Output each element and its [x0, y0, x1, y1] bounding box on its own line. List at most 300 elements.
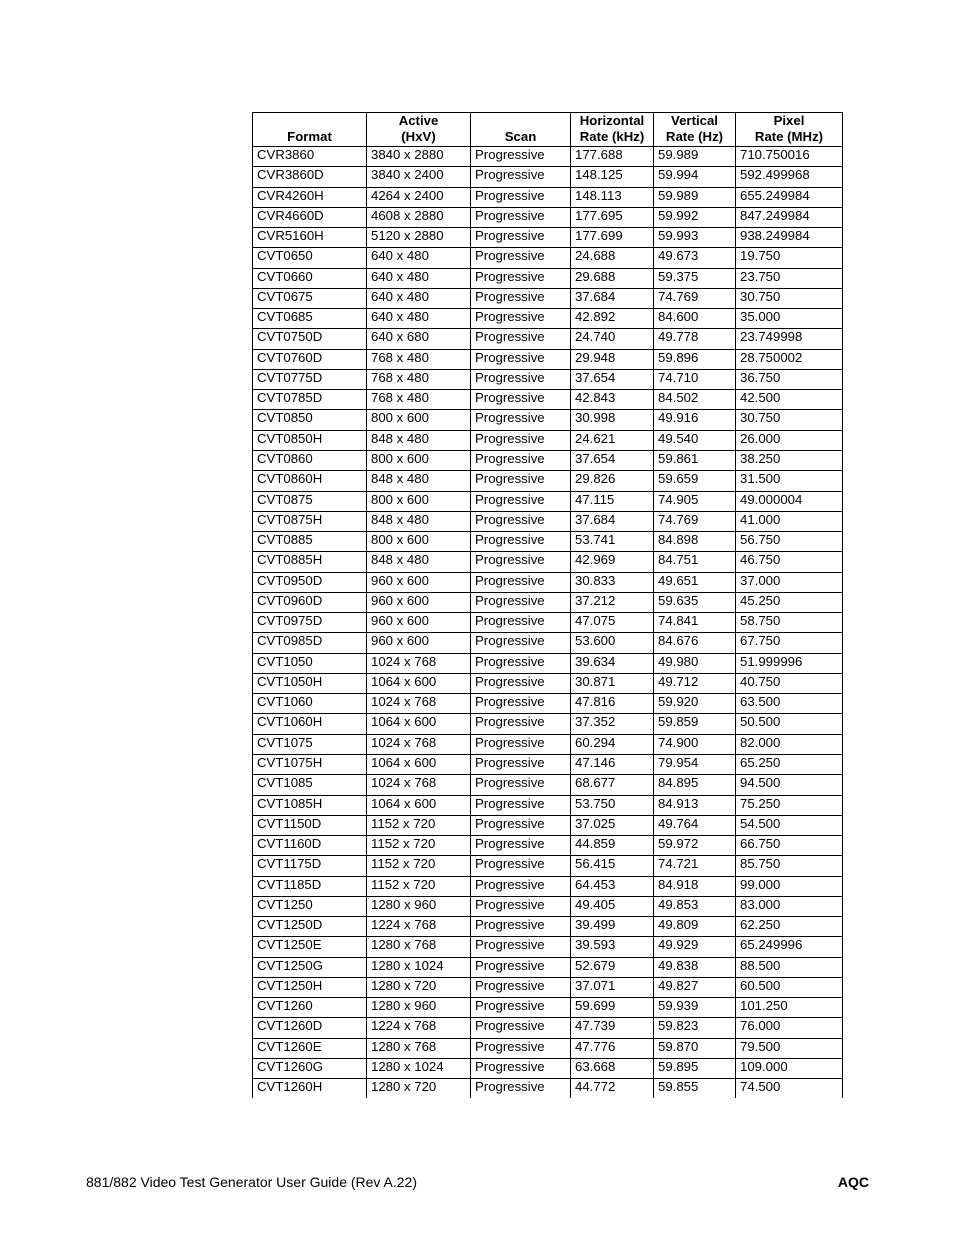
- cell-vertical-rate: 84.751: [654, 552, 736, 572]
- cell-active: 768 x 480: [367, 369, 471, 389]
- table-row: [253, 329, 843, 349]
- cell-scan: Progressive: [471, 268, 571, 288]
- cell-scan: Progressive: [471, 1079, 571, 1099]
- cell-pixel-rate: 82.000: [736, 734, 843, 754]
- cell-vertical-rate: 59.994: [654, 167, 736, 187]
- table-row: [253, 187, 843, 207]
- cell-active: 848 x 480: [367, 471, 471, 491]
- cell-pixel-rate: 54.500: [736, 815, 843, 835]
- header-line: Pixel: [773, 113, 805, 128]
- footer-document-title: 881/882 Video Test Generator User Guide (Rev A.22): [86, 1174, 418, 1190]
- table-row: [253, 288, 843, 308]
- cell-pixel-rate: 51.999996: [736, 653, 843, 673]
- cell-vertical-rate: 59.895: [654, 1058, 736, 1078]
- cell-scan: Progressive: [471, 248, 571, 268]
- cell-pixel-rate: 938.249984: [736, 228, 843, 248]
- header-horizontal-rate: [571, 113, 654, 147]
- cell-scan: Progressive: [471, 532, 571, 552]
- cell-format: CVT0775D: [253, 369, 367, 389]
- cell-scan: Progressive: [471, 511, 571, 531]
- cell-vertical-rate: 59.870: [654, 1038, 736, 1058]
- cell-horizontal-rate: 44.859: [571, 836, 654, 856]
- cell-vertical-rate: 84.600: [654, 309, 736, 329]
- table-row: [253, 876, 843, 896]
- cell-scan: Progressive: [471, 147, 571, 167]
- cell-format: CVT0660: [253, 268, 367, 288]
- cell-horizontal-rate: 39.499: [571, 917, 654, 937]
- cell-active: 1280 x 768: [367, 937, 471, 957]
- cell-format: CVT0875: [253, 491, 367, 511]
- cell-horizontal-rate: 177.688: [571, 147, 654, 167]
- cell-vertical-rate: 59.993: [654, 228, 736, 248]
- cell-horizontal-rate: 177.699: [571, 228, 654, 248]
- cell-active: 1152 x 720: [367, 836, 471, 856]
- cell-format: CVT1150D: [253, 815, 367, 835]
- cell-vertical-rate: 59.861: [654, 450, 736, 470]
- cell-scan: Progressive: [471, 754, 571, 774]
- cell-vertical-rate: 59.896: [654, 349, 736, 369]
- cell-vertical-rate: 59.375: [654, 268, 736, 288]
- table-row: [253, 430, 843, 450]
- table-row: [253, 653, 843, 673]
- cell-pixel-rate: 49.000004: [736, 491, 843, 511]
- cell-format: CVT1250: [253, 896, 367, 916]
- cell-horizontal-rate: 29.826: [571, 471, 654, 491]
- table-row: [253, 147, 843, 167]
- cell-horizontal-rate: 30.998: [571, 410, 654, 430]
- cell-active: 640 x 480: [367, 309, 471, 329]
- cell-format: CVT1260D: [253, 1018, 367, 1038]
- cell-scan: Progressive: [471, 369, 571, 389]
- cell-vertical-rate: 49.673: [654, 248, 736, 268]
- header-line: Scan: [504, 129, 537, 144]
- cell-active: 848 x 480: [367, 430, 471, 450]
- header-line: Rate (MHz): [754, 129, 824, 144]
- cell-active: 1280 x 960: [367, 998, 471, 1018]
- cell-format: CVT0750D: [253, 329, 367, 349]
- cell-format: CVR5160H: [253, 228, 367, 248]
- cell-scan: Progressive: [471, 430, 571, 450]
- cell-horizontal-rate: 24.621: [571, 430, 654, 450]
- cell-horizontal-rate: 37.654: [571, 369, 654, 389]
- cell-format: CVT1250G: [253, 957, 367, 977]
- table-row: [253, 349, 843, 369]
- cell-vertical-rate: 84.918: [654, 876, 736, 896]
- cell-horizontal-rate: 29.948: [571, 349, 654, 369]
- cell-horizontal-rate: 56.415: [571, 856, 654, 876]
- table-row: [253, 552, 843, 572]
- table-row: [253, 592, 843, 612]
- cell-active: 1024 x 768: [367, 734, 471, 754]
- cell-active: 640 x 680: [367, 329, 471, 349]
- cell-scan: Progressive: [471, 937, 571, 957]
- cell-active: 640 x 480: [367, 248, 471, 268]
- cell-scan: Progressive: [471, 734, 571, 754]
- cell-pixel-rate: 65.250: [736, 754, 843, 774]
- table-row: [253, 410, 843, 430]
- cell-horizontal-rate: 47.115: [571, 491, 654, 511]
- cell-active: 1224 x 768: [367, 1018, 471, 1038]
- cell-scan: Progressive: [471, 957, 571, 977]
- cell-format: CVT1050: [253, 653, 367, 673]
- header-line: Rate (Hz): [665, 129, 724, 144]
- table-row: [253, 795, 843, 815]
- cell-pixel-rate: 36.750: [736, 369, 843, 389]
- cell-pixel-rate: 60.500: [736, 977, 843, 997]
- cell-horizontal-rate: 59.699: [571, 998, 654, 1018]
- cell-active: 800 x 600: [367, 532, 471, 552]
- cell-pixel-rate: 85.750: [736, 856, 843, 876]
- cell-format: CVT0950D: [253, 572, 367, 592]
- cell-scan: Progressive: [471, 207, 571, 227]
- cell-horizontal-rate: 49.405: [571, 896, 654, 916]
- cell-vertical-rate: 74.710: [654, 369, 736, 389]
- cell-format: CVT0685: [253, 309, 367, 329]
- cell-pixel-rate: 88.500: [736, 957, 843, 977]
- cell-horizontal-rate: 64.453: [571, 876, 654, 896]
- cell-active: 1064 x 600: [367, 754, 471, 774]
- table-row: [253, 937, 843, 957]
- table-header-row: [253, 113, 843, 147]
- cell-active: 1064 x 600: [367, 714, 471, 734]
- cell-format: CVT1060H: [253, 714, 367, 734]
- cell-active: 1280 x 960: [367, 896, 471, 916]
- cell-active: 1280 x 720: [367, 977, 471, 997]
- cell-format: CVT1050H: [253, 673, 367, 693]
- cell-pixel-rate: 67.750: [736, 633, 843, 653]
- table-row: [253, 673, 843, 693]
- cell-horizontal-rate: 47.075: [571, 613, 654, 633]
- cell-format: CVR4260H: [253, 187, 367, 207]
- cell-horizontal-rate: 47.146: [571, 754, 654, 774]
- cell-scan: Progressive: [471, 1058, 571, 1078]
- cell-pixel-rate: 101.250: [736, 998, 843, 1018]
- table-row: [253, 167, 843, 187]
- cell-format: CVT0875H: [253, 511, 367, 531]
- header-line: Vertical: [671, 113, 718, 128]
- cell-vertical-rate: 59.659: [654, 471, 736, 491]
- cell-format: CVT1260E: [253, 1038, 367, 1058]
- cell-vertical-rate: 49.827: [654, 977, 736, 997]
- cell-horizontal-rate: 47.776: [571, 1038, 654, 1058]
- cell-pixel-rate: 76.000: [736, 1018, 843, 1038]
- cell-horizontal-rate: 37.025: [571, 815, 654, 835]
- cell-vertical-rate: 74.721: [654, 856, 736, 876]
- table-row: [253, 977, 843, 997]
- cell-format: CVT1160D: [253, 836, 367, 856]
- cell-scan: Progressive: [471, 491, 571, 511]
- cell-scan: Progressive: [471, 815, 571, 835]
- cell-vertical-rate: 84.676: [654, 633, 736, 653]
- table-row: [253, 248, 843, 268]
- header-active: [367, 113, 471, 147]
- cell-active: 960 x 600: [367, 633, 471, 653]
- cell-pixel-rate: 19.750: [736, 248, 843, 268]
- cell-pixel-rate: 75.250: [736, 795, 843, 815]
- cell-format: CVT1085: [253, 775, 367, 795]
- footer-brand: AQC: [837, 1174, 869, 1190]
- cell-vertical-rate: 49.809: [654, 917, 736, 937]
- cell-horizontal-rate: 37.684: [571, 511, 654, 531]
- cell-format: CVR4660D: [253, 207, 367, 227]
- cell-horizontal-rate: 30.833: [571, 572, 654, 592]
- cell-scan: Progressive: [471, 167, 571, 187]
- cell-format: CVT1260H: [253, 1079, 367, 1099]
- cell-pixel-rate: 23.750: [736, 268, 843, 288]
- cell-scan: Progressive: [471, 410, 571, 430]
- table-row: [253, 896, 843, 916]
- header-line: Horizontal: [579, 113, 645, 128]
- cell-pixel-rate: 50.500: [736, 714, 843, 734]
- cell-active: 1064 x 600: [367, 795, 471, 815]
- cell-active: 3840 x 2400: [367, 167, 471, 187]
- cell-active: 960 x 600: [367, 613, 471, 633]
- table-row: [253, 815, 843, 835]
- cell-pixel-rate: 30.750: [736, 288, 843, 308]
- cell-horizontal-rate: 37.654: [571, 450, 654, 470]
- header-line: (HxV): [401, 129, 436, 144]
- cell-format: CVT1250E: [253, 937, 367, 957]
- cell-horizontal-rate: 44.772: [571, 1079, 654, 1099]
- cell-format: CVT0885: [253, 532, 367, 552]
- cell-vertical-rate: 49.916: [654, 410, 736, 430]
- cell-format: CVT1175D: [253, 856, 367, 876]
- cell-vertical-rate: 49.853: [654, 896, 736, 916]
- cell-scan: Progressive: [471, 349, 571, 369]
- cell-pixel-rate: 58.750: [736, 613, 843, 633]
- cell-pixel-rate: 63.500: [736, 694, 843, 714]
- cell-format: CVT0975D: [253, 613, 367, 633]
- cell-vertical-rate: 49.778: [654, 329, 736, 349]
- cell-scan: Progressive: [471, 309, 571, 329]
- cell-horizontal-rate: 42.843: [571, 390, 654, 410]
- cell-horizontal-rate: 63.668: [571, 1058, 654, 1078]
- table-row: [253, 1079, 843, 1099]
- cell-scan: Progressive: [471, 998, 571, 1018]
- cell-scan: Progressive: [471, 795, 571, 815]
- cell-scan: Progressive: [471, 694, 571, 714]
- cell-active: 800 x 600: [367, 491, 471, 511]
- cell-pixel-rate: 30.750: [736, 410, 843, 430]
- cell-pixel-rate: 847.249984: [736, 207, 843, 227]
- cell-format: CVT0860: [253, 450, 367, 470]
- cell-pixel-rate: 37.000: [736, 572, 843, 592]
- cell-pixel-rate: 31.500: [736, 471, 843, 491]
- cell-format: CVT0885H: [253, 552, 367, 572]
- table-row: [253, 998, 843, 1018]
- cell-pixel-rate: 35.000: [736, 309, 843, 329]
- cell-pixel-rate: 99.000: [736, 876, 843, 896]
- cell-active: 960 x 600: [367, 572, 471, 592]
- cell-vertical-rate: 59.859: [654, 714, 736, 734]
- cell-scan: Progressive: [471, 876, 571, 896]
- table-row: [253, 917, 843, 937]
- header-line: Rate (kHz): [579, 129, 645, 144]
- cell-format: CVT1075H: [253, 754, 367, 774]
- table-row: [253, 714, 843, 734]
- cell-vertical-rate: 59.972: [654, 836, 736, 856]
- cell-pixel-rate: 66.750: [736, 836, 843, 856]
- cell-vertical-rate: 49.980: [654, 653, 736, 673]
- table-row: [253, 694, 843, 714]
- cell-horizontal-rate: 53.750: [571, 795, 654, 815]
- cell-horizontal-rate: 30.871: [571, 673, 654, 693]
- cell-horizontal-rate: 148.125: [571, 167, 654, 187]
- cell-format: CVT1260: [253, 998, 367, 1018]
- cell-pixel-rate: 592.499968: [736, 167, 843, 187]
- cell-vertical-rate: 84.898: [654, 532, 736, 552]
- table-row: [253, 1038, 843, 1058]
- cell-active: 1280 x 768: [367, 1038, 471, 1058]
- cell-vertical-rate: 79.954: [654, 754, 736, 774]
- cell-scan: Progressive: [471, 592, 571, 612]
- cell-vertical-rate: 59.635: [654, 592, 736, 612]
- cell-pixel-rate: 42.500: [736, 390, 843, 410]
- cell-horizontal-rate: 42.969: [571, 552, 654, 572]
- cell-horizontal-rate: 37.212: [571, 592, 654, 612]
- header-format: [253, 113, 367, 147]
- cell-scan: Progressive: [471, 288, 571, 308]
- table-row: [253, 1018, 843, 1038]
- cell-scan: Progressive: [471, 856, 571, 876]
- cell-vertical-rate: 74.769: [654, 288, 736, 308]
- cell-horizontal-rate: 29.688: [571, 268, 654, 288]
- cell-active: 1152 x 720: [367, 815, 471, 835]
- cell-vertical-rate: 49.712: [654, 673, 736, 693]
- cell-scan: Progressive: [471, 329, 571, 349]
- cell-format: CVT0675: [253, 288, 367, 308]
- cell-horizontal-rate: 47.739: [571, 1018, 654, 1038]
- cell-vertical-rate: 84.895: [654, 775, 736, 795]
- cell-active: 1224 x 768: [367, 917, 471, 937]
- cell-active: 848 x 480: [367, 552, 471, 572]
- cell-vertical-rate: 59.920: [654, 694, 736, 714]
- cell-horizontal-rate: 37.684: [571, 288, 654, 308]
- cell-scan: Progressive: [471, 613, 571, 633]
- table-row: [253, 511, 843, 531]
- table-row: [253, 1058, 843, 1078]
- table-row: [253, 856, 843, 876]
- table-row: [253, 532, 843, 552]
- cell-vertical-rate: 59.855: [654, 1079, 736, 1099]
- cell-vertical-rate: 74.900: [654, 734, 736, 754]
- cell-active: 1024 x 768: [367, 775, 471, 795]
- cell-format: CVT1060: [253, 694, 367, 714]
- cell-scan: Progressive: [471, 228, 571, 248]
- cell-horizontal-rate: 68.677: [571, 775, 654, 795]
- cell-format: CVT0785D: [253, 390, 367, 410]
- cell-horizontal-rate: 52.679: [571, 957, 654, 977]
- cell-pixel-rate: 65.249996: [736, 937, 843, 957]
- header-pixel-rate: [736, 113, 843, 147]
- cell-pixel-rate: 83.000: [736, 896, 843, 916]
- cell-horizontal-rate: 60.294: [571, 734, 654, 754]
- cell-scan: Progressive: [471, 450, 571, 470]
- cell-active: 4608 x 2880: [367, 207, 471, 227]
- cell-format: CVT0960D: [253, 592, 367, 612]
- cell-pixel-rate: 655.249984: [736, 187, 843, 207]
- cell-pixel-rate: 38.250: [736, 450, 843, 470]
- cell-vertical-rate: 49.764: [654, 815, 736, 835]
- cell-scan: Progressive: [471, 917, 571, 937]
- cell-scan: Progressive: [471, 390, 571, 410]
- cell-active: 4264 x 2400: [367, 187, 471, 207]
- cell-pixel-rate: 109.000: [736, 1058, 843, 1078]
- cell-scan: Progressive: [471, 836, 571, 856]
- cell-pixel-rate: 74.500: [736, 1079, 843, 1099]
- cell-format: CVT1185D: [253, 876, 367, 896]
- table-row: [253, 309, 843, 329]
- cell-format: CVT0850H: [253, 430, 367, 450]
- cell-horizontal-rate: 37.071: [571, 977, 654, 997]
- cell-active: 1152 x 720: [367, 876, 471, 896]
- cell-pixel-rate: 26.000: [736, 430, 843, 450]
- cell-active: 640 x 480: [367, 288, 471, 308]
- cell-pixel-rate: 41.000: [736, 511, 843, 531]
- cell-active: 768 x 480: [367, 390, 471, 410]
- cell-vertical-rate: 84.502: [654, 390, 736, 410]
- cell-vertical-rate: 84.913: [654, 795, 736, 815]
- cell-scan: Progressive: [471, 552, 571, 572]
- cell-active: 1280 x 720: [367, 1079, 471, 1099]
- cell-scan: Progressive: [471, 1038, 571, 1058]
- header-scan: [471, 113, 571, 147]
- cell-vertical-rate: 49.838: [654, 957, 736, 977]
- table-row: [253, 957, 843, 977]
- cell-pixel-rate: 79.500: [736, 1038, 843, 1058]
- cell-pixel-rate: 28.750002: [736, 349, 843, 369]
- cell-horizontal-rate: 37.352: [571, 714, 654, 734]
- cell-scan: Progressive: [471, 977, 571, 997]
- cell-pixel-rate: 46.750: [736, 552, 843, 572]
- cell-vertical-rate: 74.841: [654, 613, 736, 633]
- cell-vertical-rate: 59.992: [654, 207, 736, 227]
- cell-format: CVT0850: [253, 410, 367, 430]
- cell-format: CVT1085H: [253, 795, 367, 815]
- cell-pixel-rate: 56.750: [736, 532, 843, 552]
- cell-scan: Progressive: [471, 187, 571, 207]
- table-row: [253, 207, 843, 227]
- cell-vertical-rate: 74.769: [654, 511, 736, 531]
- cell-format: CVT0760D: [253, 349, 367, 369]
- cell-scan: Progressive: [471, 673, 571, 693]
- cell-pixel-rate: 94.500: [736, 775, 843, 795]
- cell-vertical-rate: 49.651: [654, 572, 736, 592]
- cell-pixel-rate: 40.750: [736, 673, 843, 693]
- cell-format: CVT1250H: [253, 977, 367, 997]
- cell-format: CVT0860H: [253, 471, 367, 491]
- cell-scan: Progressive: [471, 714, 571, 734]
- cell-active: 1280 x 1024: [367, 957, 471, 977]
- table-row: [253, 613, 843, 633]
- cell-horizontal-rate: 24.688: [571, 248, 654, 268]
- cell-active: 960 x 600: [367, 592, 471, 612]
- cell-vertical-rate: 59.823: [654, 1018, 736, 1038]
- cell-active: 1024 x 768: [367, 653, 471, 673]
- cell-horizontal-rate: 39.593: [571, 937, 654, 957]
- table-row: [253, 775, 843, 795]
- table-row: [253, 390, 843, 410]
- cell-format: CVT1250D: [253, 917, 367, 937]
- cell-horizontal-rate: 53.741: [571, 532, 654, 552]
- cell-pixel-rate: 710.750016: [736, 147, 843, 167]
- cell-format: CVR3860D: [253, 167, 367, 187]
- cell-vertical-rate: 49.540: [654, 430, 736, 450]
- cell-scan: Progressive: [471, 896, 571, 916]
- table-row: [253, 836, 843, 856]
- cell-active: 1152 x 720: [367, 856, 471, 876]
- cell-format: CVR3860: [253, 147, 367, 167]
